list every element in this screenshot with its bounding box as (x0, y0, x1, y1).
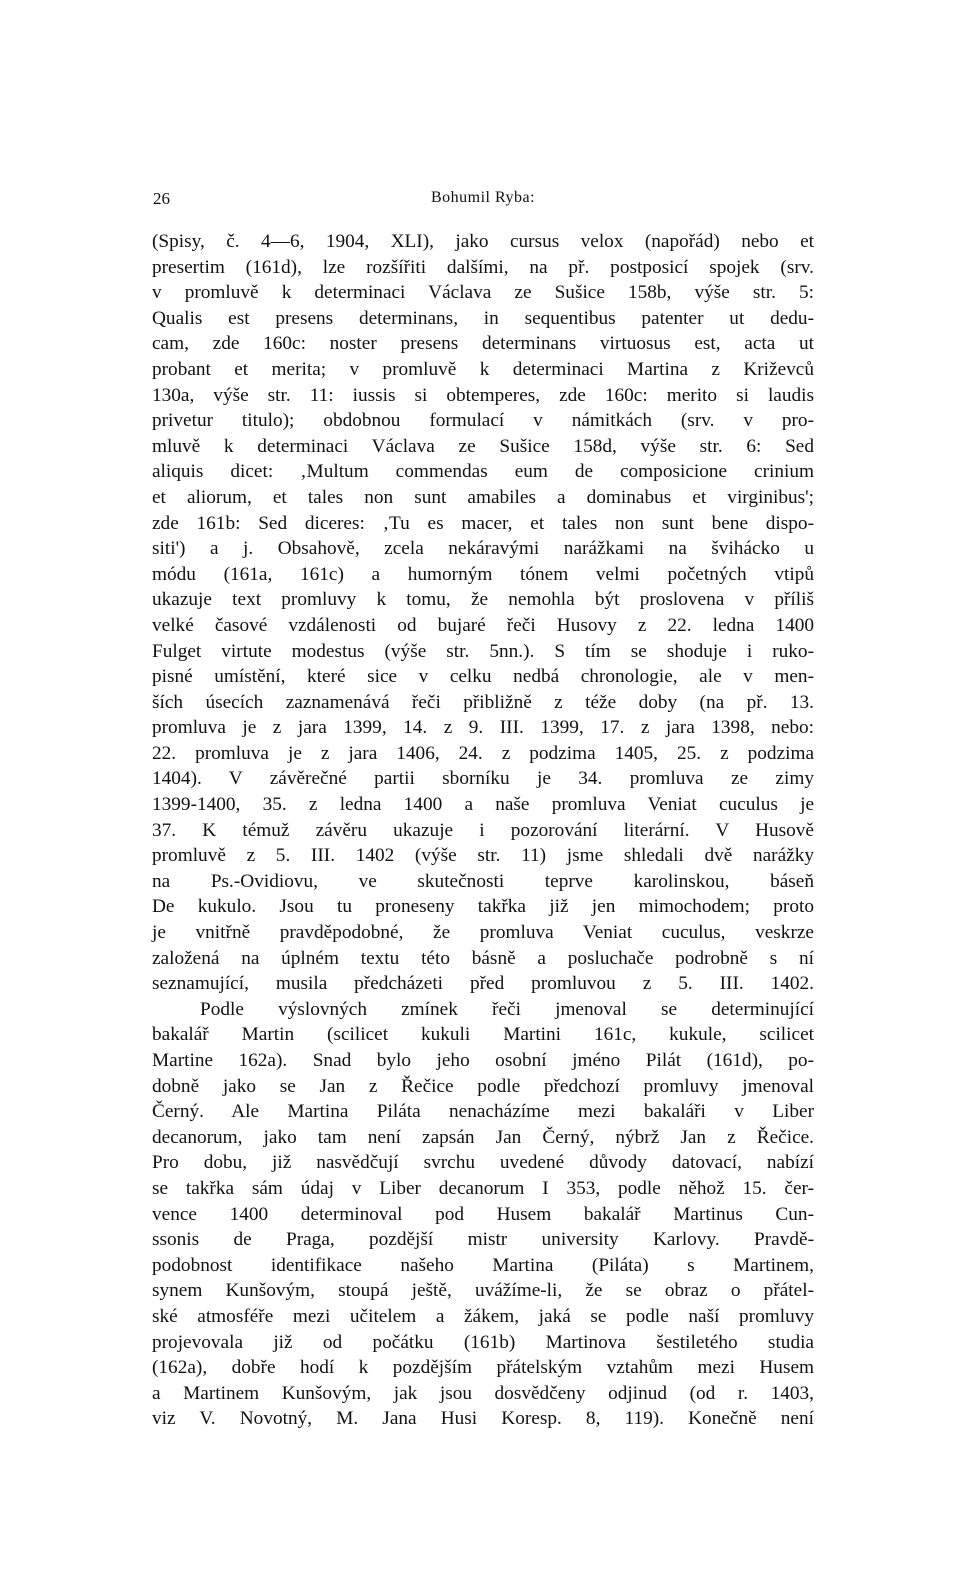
text-line: se takřka sám údaj v Liber decanorum I 353, podle něhož 15. čer- (152, 1177, 814, 1199)
text-line: mluvě k determinaci Václava ze Sušice 158d, výše str. 6: Sed (152, 435, 814, 457)
text-line: (162a), dobře hodí k pozdějším přátelským vztahům mezi Husem (152, 1357, 814, 1379)
text-line: projevovala již od počátku (161b) Martinova šestiletého studia (152, 1331, 814, 1353)
text-line: na Ps.-Ovidiovu, ve skutečnosti teprve karolinskou, báseň (152, 870, 814, 892)
text-line: Martine 162a). Snad bylo jeho osobní jméno Pilát (161d), po- (152, 1050, 814, 1071)
text-line: ské atmosféře mezi učitelem a žákem, jaká se podle naší promluvy (152, 1305, 814, 1327)
text-line: 37. K témuž závěru ukazuje i pozorování literární. V Husově (152, 819, 814, 841)
text-line: zde 161b: Sed diceres: ‚Tu es macer, et tales non sunt bene dispo- (152, 512, 814, 534)
text-line: Fulget virtute modestus (výše str. 5nn.). S tím se shoduje i ruko- (152, 640, 814, 662)
text-line: dobně jako se Jan z Řečice podle předchozí promluvy jmenoval (152, 1075, 814, 1097)
text-line: promluva je z jara 1399, 14. z 9. III. 1399, 17. z jara 1398, nebo: (152, 717, 814, 739)
page-number: 26 (153, 189, 170, 208)
text-line: pisné umístění, které sice v celku nedbá chronologie, ale v men- (152, 666, 814, 688)
text-line: privetur titulo); obdobnou formulací v námitkách (srv. v pro- (152, 410, 814, 432)
text-line: ukazuje text promluvy k tomu, že nemohla být proslovena v příliš (152, 589, 814, 611)
text-line: viz V. Novotný, M. Jana Husi Koresp. 8, 119). Konečně není (152, 1408, 814, 1430)
text-line: Podle výslovných zmínek řeči jmenoval se determinující (200, 998, 814, 1020)
text-line: Qualis est presens determinans, in sequentibus patenter ut dedu- (152, 307, 814, 329)
text-line: promluvě z 5. III. 1402 (výše str. 11) jsme shledali dvě narážky (152, 845, 814, 867)
text-line: probant et merita; v promluvě k determinaci Martina z Križevců (152, 358, 814, 380)
text-line: seznamující, musila předcházeti před promluvou z 5. III. 1402. (152, 973, 814, 995)
text-line: 130a, výše str. 11: iussis si obtemperes, zde 160c: merito si laudis (152, 384, 814, 406)
text-line: Pro dobu, již nasvědčují svrchu uvedené důvody datovací, nabízí (152, 1152, 814, 1174)
text-line: je vnitřně pravděpodobné, že promluva Veniat cuculus, veskrze (152, 922, 814, 944)
text-line: vence 1400 determinoval pod Husem bakalář Martinus Cun- (152, 1203, 814, 1225)
text-line: velké časové vzdálenosti od bujaré řeči Husovy z 22. ledna 1400 (152, 614, 814, 636)
page-header (153, 189, 813, 211)
text-line: podobnost identifikace našeho Martina (Piláta) s Martinem, (152, 1254, 814, 1276)
running-title: Bohumil Ryba: (430, 189, 536, 206)
text-line: et aliorum, et tales non sunt amabiles a dominabus et virginibus'; (152, 486, 814, 508)
text-line: bakalář Martin (scilicet kukuli Martini 161c, kukule, scilicet (152, 1024, 814, 1046)
text-line: 1404). V závěrečné partii sborníku je 34. promluva ze zimy (152, 768, 814, 790)
body-text (152, 229, 814, 1432)
text-line: Černý. Ale Martina Piláta nenacházíme mezi bakaláři v Liber (152, 1101, 814, 1123)
text-line: cam, zde 160c: noster presens determinans virtuosus est, acta ut (152, 333, 814, 355)
text-line: 1399-1400, 35. z ledna 1400 a naše promluva Veniat cuculus je (152, 794, 814, 816)
text-line: presertim (161d), lze rozšířiti dalšími, na př. postposicí spojek (srv. (152, 256, 814, 278)
text-line: siti') a j. Obsahově, zcela nekáravými narážkami na švihácko u (152, 538, 814, 560)
text-line: a Martinem Kunšovým, jak jsou dosvědčeny odjinud (od r. 1403, (152, 1382, 814, 1404)
text-line: 22. promluva je z jara 1406, 24. z podzima 1405, 25. z podzima (152, 742, 814, 764)
text-line: De kukulo. Jsou tu proneseny takřka již jen mimochodem; proto (152, 896, 814, 918)
text-line: ších úsecích zaznamenává řeči přibližně z téže doby (na př. 13. (152, 691, 814, 713)
text-line: módu (161a, 161c) a humorným tónem velmi početných vtipů (152, 563, 814, 585)
text-line: založená na úplném textu této básně a posluchače podrobně s ní (152, 947, 814, 969)
text-line: ssonis de Praga, pozdější mistr university Karlovy. Pravdě- (152, 1229, 814, 1251)
text-line: v promluvě k determinaci Václava ze Sušice 158b, výše str. 5: (152, 282, 814, 304)
text-line: decanorum, jako tam není zapsán Jan Černý, nýbrž Jan z Řečice. (152, 1126, 814, 1148)
text-line: synem Kunšovým, stoupá ještě, uvážíme-li, že se obraz o přátel- (152, 1280, 814, 1302)
text-line: aliquis dicet: ‚Multum commendas eum de composicione crinium (152, 461, 814, 483)
text-line: (Spisy, č. 4—6, 1904, XLI), jako cursus velox (napořád) nebo et (152, 231, 814, 252)
